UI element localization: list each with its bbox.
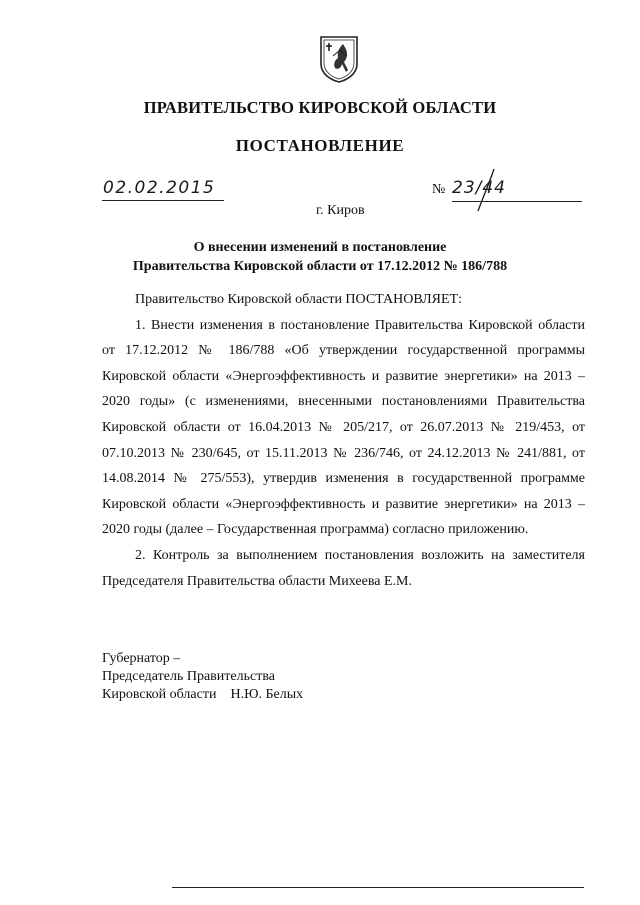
- document-subject: [0, 238, 640, 276]
- document-body: [102, 287, 585, 594]
- document-type-title: ПОСТАНОВЛЕНИЕ: [235, 136, 405, 155]
- document-number: 23/44: [452, 178, 506, 198]
- body-item-1: 1. Внести изменения в постановление Правительства Кировской области от 17.12.2012 № 186/788 «Об утверждении государственной программы Кировской области «Энергоэффективность и развитие энергетики» на 2013 – 2020 годы» (с изменениями, внесенными постановлениями Правительства Кировской области от 16.04.2013 № 205/217, от 26.07.2013 № 219/453, от 07.10.2013 № 230/645, от 15.11.2013 № 236/746, от 24.12.2013 № 241/881, от 14.08.2014 № 275/553), утвердив изменения в государственной программе Кировской области «Энергоэффективность и развитие энергетики» на 2013 – 2020 годы (далее – Государственная программа) согласно приложению.: [102, 317, 585, 538]
- number-slash-stroke: [474, 167, 498, 213]
- number-sign: №: [432, 182, 446, 197]
- document-date: 02.02.2015: [103, 178, 216, 198]
- footer-rule: [172, 887, 584, 888]
- body-item-2: 2. Контроль за выполнением постановления возложить на заместителя Председателя Правительства области Михеева Е.М.: [102, 547, 585, 589]
- signature-line-3: Кировской области Н.Ю. Белых: [102, 687, 304, 702]
- organization-title: ПРАВИТЕЛЬСТВО КИРОВСКОЙ ОБЛАСТИ: [143, 98, 497, 117]
- number-underline: [452, 201, 582, 202]
- signature-block: [102, 650, 303, 704]
- body-preamble: Правительство Кировской области ПОСТАНОВЛЯЕТ:: [135, 292, 462, 307]
- date-underline: [102, 200, 224, 201]
- signature-line-2: Председатель Правительства: [102, 669, 275, 684]
- subject-line-1: О внесении изменений в постановление: [193, 240, 447, 255]
- subject-line-2: Правительства Кировской области от 17.12.2012 № 186/788: [132, 259, 508, 274]
- coat-of-arms-icon: [317, 34, 361, 84]
- document-city: г. Киров: [316, 203, 365, 218]
- signature-line-1: Губернатор –: [102, 651, 181, 666]
